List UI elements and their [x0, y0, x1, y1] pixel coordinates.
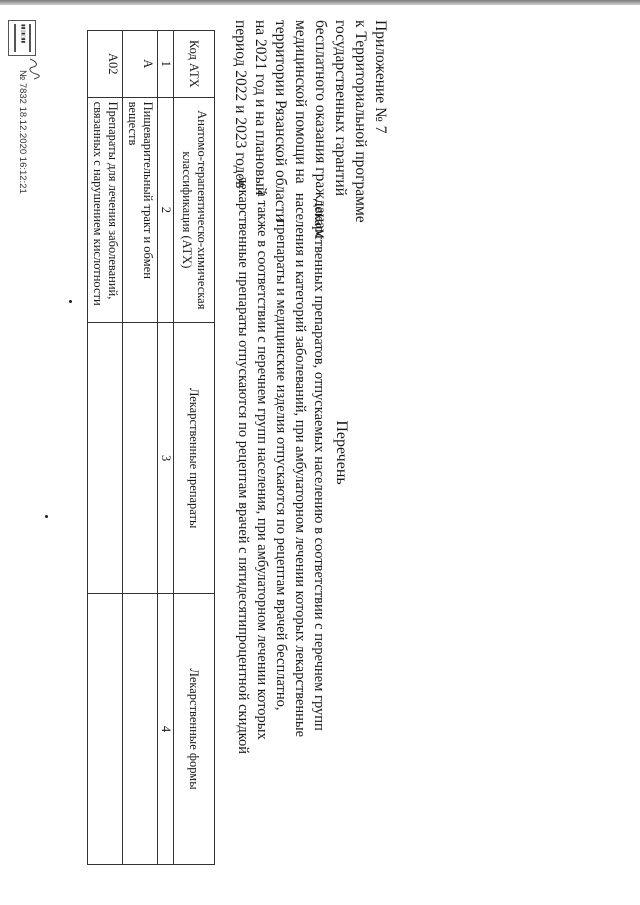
cell-forms [123, 594, 158, 865]
cell-code: А02 [88, 31, 123, 98]
header-classification: Анатомо-терапевтическо-химическая классификация (АТХ) [174, 97, 215, 323]
stamp-logo-icon: ▮▮▯▮▯▮▮ [8, 20, 36, 56]
appendix-line: территории Рязанской области [272, 20, 289, 222]
column-number: 1 [158, 31, 174, 98]
appendix-line: бесплатного оказания гражданам [312, 20, 329, 239]
document-title: Перечень [333, 420, 350, 485]
header-code: Код АТХ [174, 31, 215, 98]
intro-line: населения и категорий заболеваний, при амбулаторном лечении которых лекарственные [292, 192, 308, 738]
column-number: 2 [158, 97, 174, 323]
scan-speck [45, 515, 48, 518]
cell-drugs [88, 323, 123, 594]
cell-classification: Пищеварительный тракт и обмен веществ [123, 97, 158, 323]
stamp-number: № 7832 18.12.2020 16:12:21 [17, 70, 28, 194]
atx-table [87, 30, 215, 865]
scan-speck [69, 300, 72, 303]
column-number: 3 [158, 323, 174, 594]
intro-line: препараты и медицинские изделия отпускаются по рецептам врачей бесплатно, [273, 219, 289, 711]
cell-forms [88, 594, 123, 865]
cell-code: А [123, 31, 158, 98]
appendix-line: Приложение № 7 [372, 20, 389, 134]
cell-classification: Препараты для лечения заболеваний, связанных с нарушением кислотности [88, 97, 123, 323]
cell-drugs [123, 323, 158, 594]
intro-line: лекарственные препараты отпускаются по рецептам врачей с пятидесятипроцентной скидкой [235, 175, 251, 755]
intro-paragraph [233, 40, 328, 890]
signature-icon [28, 58, 40, 80]
appendix-line: к Территориальной программе [352, 20, 369, 223]
table-header-row [174, 31, 215, 865]
intro-line: а также в соответствии с перечнем групп населения, при амбулаторном лечении которых [254, 190, 270, 740]
intro-line: лекарственных препаратов, отпускаемых населению в соответствии с перечнем групп [311, 199, 327, 731]
table-row [123, 31, 158, 865]
appendix-line: государственных гарантий [332, 20, 349, 196]
column-number: 4 [158, 594, 174, 865]
header-forms: Лекарственные формы [174, 594, 215, 865]
appendix-line: на 2021 год и на плановый [252, 20, 269, 196]
header-drugs: Лекарственные препараты [174, 323, 215, 594]
column-number-row [158, 31, 174, 865]
appendix-line: период 2022 и 2023 годов [232, 20, 249, 189]
table-row [88, 31, 123, 865]
registration-stamp [4, 20, 40, 420]
appendix-line: медицинской помощи на [292, 20, 309, 184]
